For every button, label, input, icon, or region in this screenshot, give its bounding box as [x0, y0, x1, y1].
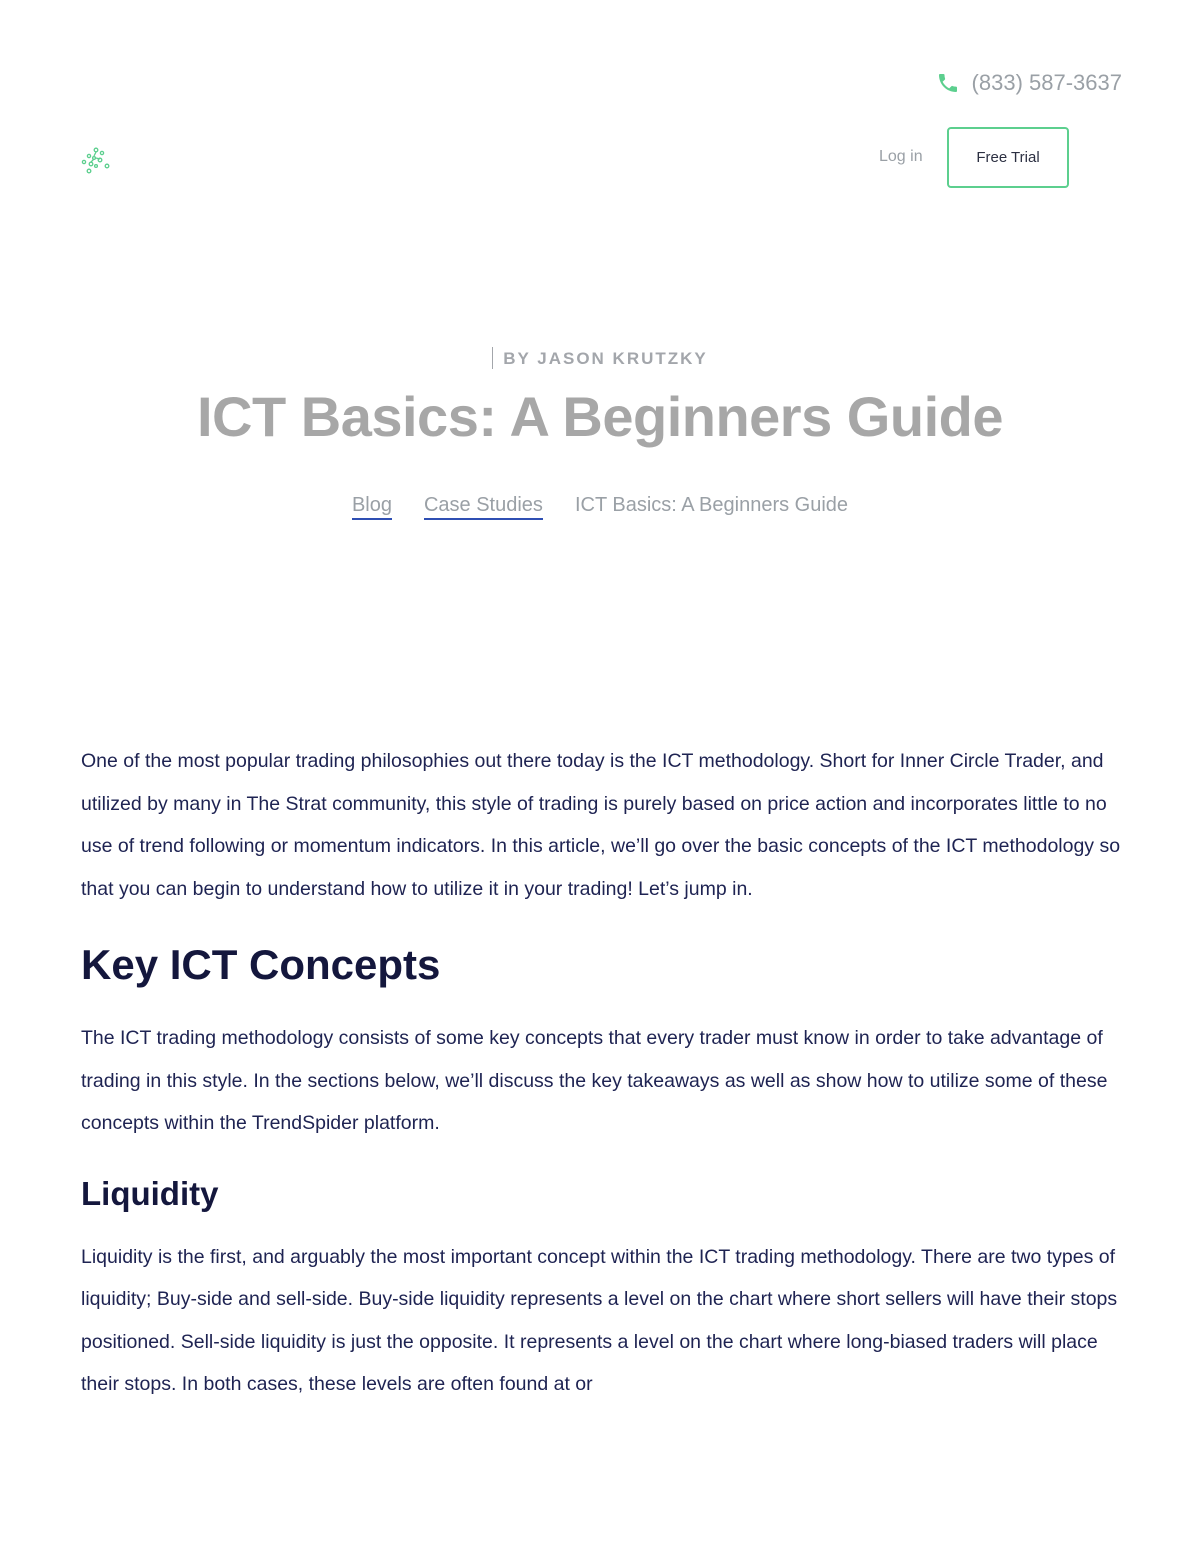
phone-icon — [936, 71, 960, 95]
byline-divider — [492, 347, 493, 369]
breadcrumb — [0, 494, 1200, 520]
subsection-heading: Liquidity — [81, 1174, 219, 1212]
page-title: ICT Basics: A Beginners Guide — [197, 385, 1003, 448]
login-link[interactable]: Log in — [879, 148, 923, 165]
author-byline — [0, 347, 1200, 369]
author-name: BY JASON KRUTZKY — [503, 349, 708, 368]
subsection-paragraph: Liquidity is the first, and arguably the most important concept within the ICT trading methodology. There are two types of liquidity; Buy-side and sell-side. Buy-side liquidity represents a level on the chart where short sellers will have their stops positioned. Sell-side liquidity is just the opposite. It represents a level on the chart where long-biased traders will place their stops. In both cases, these levels are often found at or — [81, 1245, 1118, 1395]
section-heading: Key ICT Concepts — [81, 941, 441, 988]
breadcrumb-blog[interactable]: Blog — [352, 494, 392, 520]
breadcrumb-case-studies[interactable]: Case Studies — [424, 494, 543, 520]
article-body — [81, 740, 1121, 1406]
section-paragraph: The ICT trading methodology consists of some key concepts that every trader must know in order to take advantage of trading in this style. In the sections below, we’ll discuss the key takeaways as well as show how to utilize some of these concepts within the TrendSpider platform. — [81, 1027, 1108, 1134]
phone-link[interactable] — [936, 70, 1122, 96]
phone-number: (833) 587-3637 — [971, 70, 1122, 95]
breadcrumb-current: ICT Basics: A Beginners Guide — [574, 494, 849, 516]
trendspider-logo-icon[interactable] — [80, 144, 112, 176]
intro-paragraph: One of the most popular trading philosophies out there today is the ICT methodology. Short for Inner Circle Trader, and utilized by many in The Strat community, this style of trading is purely based on price action and incorporates little to no use of trend following or momentum indicators. In this article, we’ll go over the basic concepts of the ICT methodology so that you can begin to understand how to utilize it in your trading! Let’s jump in. — [81, 750, 1121, 900]
free-trial-button[interactable]: Free Trial — [947, 127, 1069, 188]
